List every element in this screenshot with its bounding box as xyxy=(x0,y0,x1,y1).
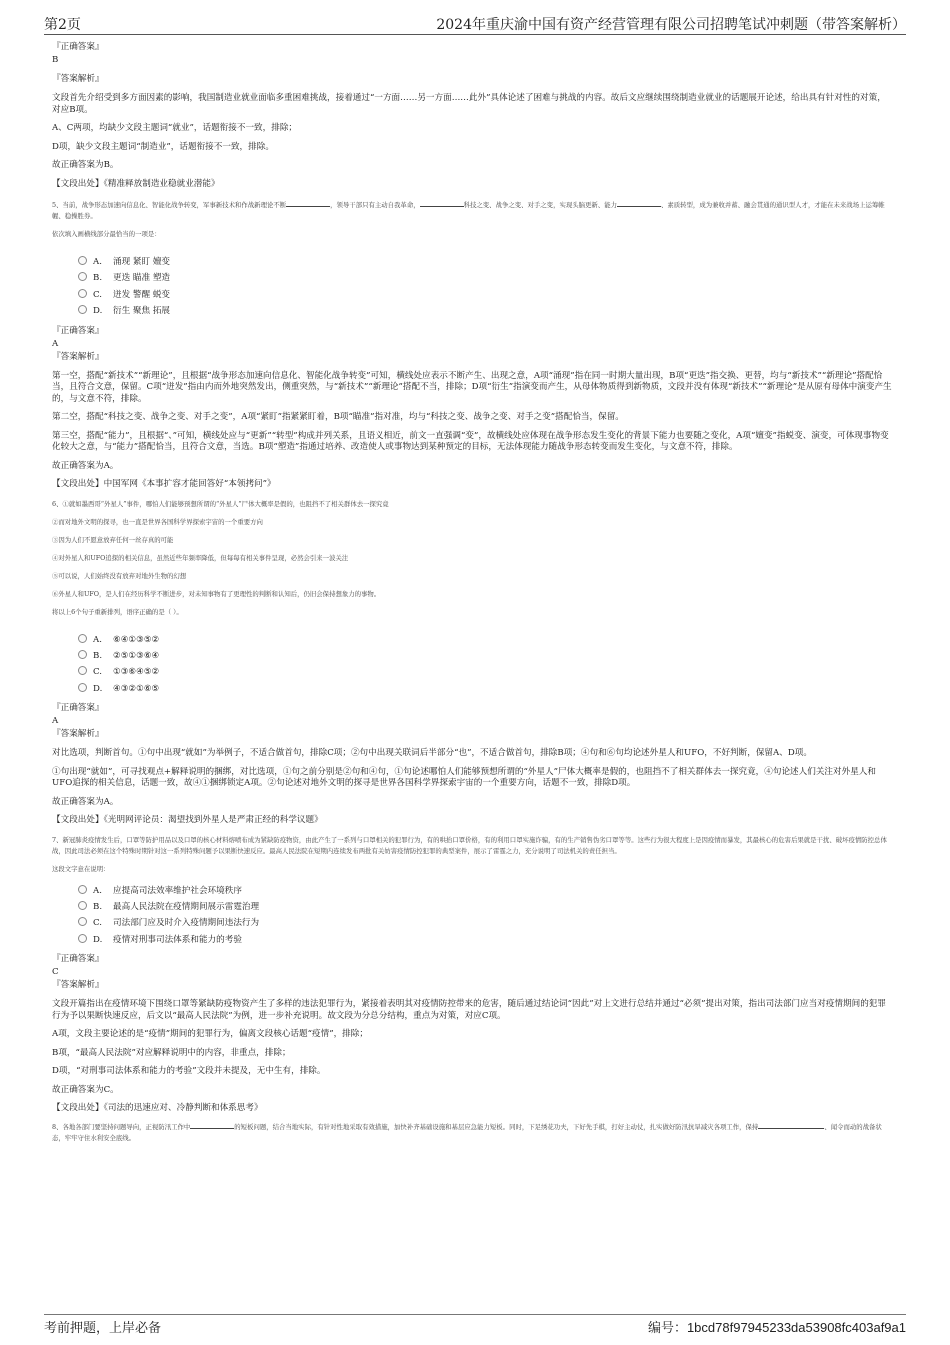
page-header xyxy=(44,12,906,35)
answer-label: 『正确答案』 xyxy=(52,954,104,965)
question-6-prompt: 将以上6个句子重新排列，语序正确的是（ ）。 xyxy=(52,607,183,616)
analysis-paragraph: D项，“对刑事司法体系和能力的考验”文段并未提及，无中生有，排除。 xyxy=(52,1066,326,1077)
radio-icon[interactable] xyxy=(78,272,87,281)
fill-blank xyxy=(617,200,661,207)
analysis-paragraph: D项，缺少文段主题词“制造业”，话题衔接不一致，排除。 xyxy=(52,141,274,152)
answer-label: 『正确答案』 xyxy=(52,325,104,336)
question-6-options xyxy=(78,632,892,698)
answer-value: B xyxy=(52,55,59,65)
question-5-options xyxy=(78,254,892,320)
question-8-stem: 8、各地各部门要坚持问题导向，正视防汛工作中 的短板问题，结合当地实际，有针对性地采取有效措施，加快补齐基础设施和基层应急能力短板。同时，下足绣花功夫，下好先手棋，打好主动仗，扎实做好防汛抗旱减灾各项工作，保持 、闻令而动的战备状态，牢牢守住水利安全底线。 xyxy=(52,1122,882,1142)
fill-blank xyxy=(286,200,330,207)
document-code: 编号：1bcd78f97945233da53908fc403af9a1 xyxy=(647,1320,906,1335)
radio-icon[interactable] xyxy=(78,917,87,926)
radio-icon[interactable] xyxy=(78,289,87,298)
option-c[interactable]: C. 迸发 警醒 蜕变 xyxy=(78,287,892,303)
option-d[interactable]: D. 衍生 聚焦 拓展 xyxy=(78,303,892,319)
question-6-sentence: ④对外星人和UFO追探的相关信息，虽然近些年频率降低，但每每有相关事件呈现，必然会引来一波关注 xyxy=(52,553,349,562)
analysis-label: 『答案解析』 xyxy=(52,351,104,362)
analysis-paragraph: 第三空，搭配“能力”，且根据“、”可知，横线处应与“更新”“转型”构成并列关系，且语义相近，前文一直强调“变”，故横线处应体现在战争形态发生变化的背景下能力也要随之变化，A项“嬗变”指蜕变、演变，可体现事物变化较大之意，与“能力”搭配恰当，且符合文意，当选。B项“塑造”指通过培养、改造使人或事物达到某种预定的目标，无法体现能力随战争形态转变而发生变化，与文意不符，排除。 xyxy=(52,430,889,453)
option-a[interactable]: A. ⑥④①③⑤② xyxy=(78,632,892,648)
radio-icon[interactable] xyxy=(78,634,87,643)
radio-icon[interactable] xyxy=(78,901,87,910)
analysis-label: 『答案解析』 xyxy=(52,74,104,84)
analysis-conclusion: 故正确答案为B。 xyxy=(52,160,119,170)
analysis-label: 『答案解析』 xyxy=(52,729,104,740)
option-b[interactable]: B. ②⑤①③⑥④ xyxy=(78,648,892,664)
analysis-label: 『答案解析』 xyxy=(52,980,104,991)
option-a[interactable]: A. 应提高司法效率维护社会环境秩序 xyxy=(78,883,892,899)
question-7-prompt: 这段文字意在说明： xyxy=(52,864,110,873)
radio-icon[interactable] xyxy=(78,650,87,659)
option-d[interactable]: D. ④③②①⑥⑤ xyxy=(78,681,892,697)
question-7-stem: 7、新冠肺炎疫情发生后，口罩等防护用品以及口罩的核心材料熔喷布成为紧缺防疫物资，由此产生了一系列与口罩相关的犯罪行为，有的哄抬口罩价格，有的利用口罩实施诈骗，有的生产销售伪劣口罩等等。这些行为很大程度上是因疫情而暴发，其最核心的危害后果就是干扰、破坏疫情防控总体战，因此司法必须在这个特殊时期针对这一系列特殊问题予以果断快速反应。最高人民法院在短期内连续发布两批有关妨害疫情防控犯罪的典型案件，展示了雷霆之力，充分说明了司法机关的责任担当。 xyxy=(52,835,887,855)
question-5-stem: 5、当前，战争形态加速向信息化、智能化战争转变，军事新技术和作战新理论不断 ，领导干部只有主动自我革命， 科技之变、战争之变、对手之变，实现头脑更新、能力 、素质转型，成为兼收并蓄、融会贯通的通识型人才，才能在未来战场上运筹帷幄、稳操胜券。 xyxy=(52,201,885,220)
question-7-options xyxy=(78,883,892,949)
option-b[interactable]: B. 更迭 瞄准 塑造 xyxy=(78,270,892,286)
radio-icon[interactable] xyxy=(78,305,87,314)
radio-icon[interactable] xyxy=(78,256,87,265)
radio-icon[interactable] xyxy=(78,885,87,894)
document-title: 2024年重庆渝中国有资产经营管理有限公司招聘笔试冲刺题（带答案解析） xyxy=(436,17,906,33)
answer-label: 『正确答案』 xyxy=(52,42,104,52)
fill-blank xyxy=(190,1122,234,1129)
radio-icon[interactable] xyxy=(78,934,87,943)
source-citation: 【文段出处】《精准释放制造业稳就业潜能》 xyxy=(52,178,220,189)
analysis-paragraph: ①句出现“就如”，可寻找观点+解释说明的捆绑，对比选项，①句之前分别是②句和④句，①句论述哪怕人们能够预想所谓的“外星人”尸体大概率是假的，也阻挡不了相关群体去一探究竟，④句论述人们关注对外星人和UFO追探的相关信息，话题一致，故④①捆绑锁定A项。②句论述对地外文明的探寻是世界各国科学界探索宇宙的一个重要方向，话题不一致，排除D项。 xyxy=(52,766,876,789)
question-6-sentence: ②而对地外文明的探寻，也一直是世界各国科学界探索宇宙的一个重要方向 xyxy=(52,517,263,526)
analysis-paragraph: 文段开篇指出在疫情环境下围绕口罩等紧缺防疫物资产生了多样的违法犯罪行为，紧接着表明其对疫情防控带来的危害，随后通过结论词“因此”对上文进行总结并通过“必须”提出对策，指出司法部门应当对疫情期间的犯罪行为予以果断快速反应，后文以“最高人民法院”为例，进一步补充说明。故文段为分总分结构，重点为对策，对应C项。 xyxy=(52,999,886,1021)
answer-value: C xyxy=(52,967,59,978)
fill-blank xyxy=(758,1122,824,1129)
option-b[interactable]: B. 最高人民法院在疫情期间展示雷霆治理 xyxy=(78,899,892,915)
page-number: 第2页 xyxy=(44,17,81,33)
analysis-paragraph: B项，“最高人民法院”对应解释说明中的内容，非重点，排除； xyxy=(52,1047,291,1058)
document-body xyxy=(52,42,892,1151)
page-footer xyxy=(44,1314,906,1339)
question-6-sentence: ③因为人们不愿意放弃任何一丝存真的可能 xyxy=(52,535,174,544)
question-6-sentence: ⑥外星人和UFO，是人们在经历科学不断进步，对未知事物有了更理性的判断和认知后，仍旧会保持想象力的事物。 xyxy=(52,589,381,598)
source-citation: 【文段出处】《司法的迅速应对、冷静判断和体系思考》 xyxy=(52,1103,263,1114)
radio-icon[interactable] xyxy=(78,683,87,692)
answer-value: A xyxy=(52,716,59,727)
analysis-paragraph: 文段首先介绍受到多方面因素的影响，我国制造业就业面临多重困难挑战，接着通过“一方面……另一方面……此外”具体论述了困难与挑战的内容。故后文应继续围绕制造业就业的话题展开论述，给出具有针对性的对策，对应B项。 xyxy=(52,93,886,115)
footer-slogan: 考前押题，上岸必备 xyxy=(44,1321,162,1336)
analysis-conclusion: 故正确答案为A。 xyxy=(52,460,119,471)
option-d[interactable]: D. 疫情对刑事司法体系和能力的考验 xyxy=(78,932,892,948)
answer-label: 『正确答案』 xyxy=(52,703,104,714)
analysis-paragraph: A项，文段主要论述的是“疫情”期间的犯罪行为，偏离文段核心话题“疫情”，排除； xyxy=(52,1029,368,1040)
analysis-paragraph: A、C两项，均缺少文段主题词“就业”，话题衔接不一致，排除； xyxy=(52,123,298,133)
question-6-sentence: 6、①就如墨西哥“外星人”事件，哪怕人们能够预想所谓的“外星人”尸体大概率是假的，也阻挡不了相关群体去一探究竟 xyxy=(52,499,389,508)
source-citation: 【文段出处】中国军网《本事扩容才能回答好“本领拷问”》 xyxy=(52,479,276,490)
radio-icon[interactable] xyxy=(78,666,87,675)
fill-blank xyxy=(420,200,464,207)
analysis-conclusion: 故正确答案为A。 xyxy=(52,796,119,807)
answer-value: A xyxy=(52,338,59,349)
analysis-conclusion: 故正确答案为C。 xyxy=(52,1084,119,1095)
option-c[interactable]: C. 司法部门应及时介入疫情期间违法行为 xyxy=(78,915,892,931)
analysis-paragraph: 第一空，搭配“新技术”“新理论”，且根据“战争形态加速向信息化、智能化战争转变”可知，横线处应表示不断产生、出现之意，A项“涌现”指在同一时期大量出现，B项“更迭”指交换、更替，均与“新技术”“新理论”搭配恰当，且符合文意，保留。C项“迸发”指由内而外地突然发出，侧重突然，与“新技术”“新理论”搭配不当，排除；D项“衍生”指演变而产生，从母体物质得到新物质，文段并没有体现“新技术”“新理论”是从原有母体中演变产生的，与文意不符，排除。 xyxy=(52,370,892,404)
question-6-sentence: ⑤可以说，人们始终没有放弃对地外生物的幻想 xyxy=(52,571,187,580)
option-a[interactable]: A. 涌现 紧盯 嬗变 xyxy=(78,254,892,270)
source-citation: 【文段出处】《光明网评论员：渴望找到外星人是严肃正经的科学议题》 xyxy=(52,815,323,826)
question-5-prompt: 依次填入画横线部分最恰当的一项是： xyxy=(52,230,161,238)
analysis-paragraph: 对比选项，判断首句。①句中出现“就如”为举例子，不适合做首句，排除C项；②句中出现关联词后半部分“也”，不适合做首句，排除B项；④句和⑥句均论述外星人和UFO，不好判断，保留A、D项。 xyxy=(52,748,812,759)
option-c[interactable]: C. ①③⑥④⑤② xyxy=(78,664,892,680)
analysis-paragraph: 第二空，搭配“科技之变、战争之变、对手之变”，A项“紧盯”指紧紧盯着，B项“瞄准”指对准，均与“科技之变、战争之变、对手之变”搭配恰当，保留。 xyxy=(52,412,624,423)
